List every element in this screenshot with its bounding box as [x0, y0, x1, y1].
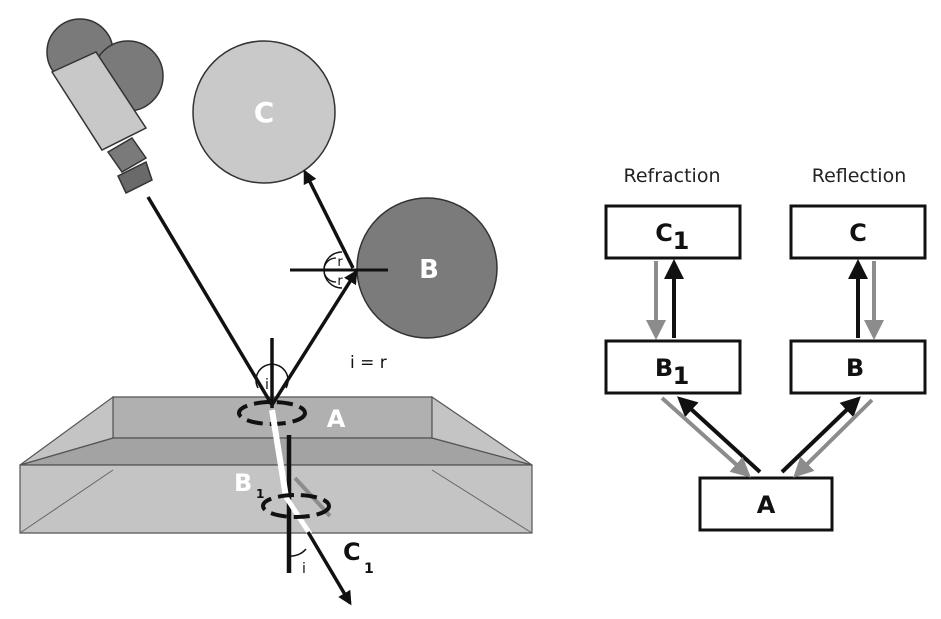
- flow-diagram: [606, 165, 925, 530]
- exit-ray-c1-label: C: [343, 538, 361, 566]
- arrow-a-to-b1: [680, 399, 760, 472]
- surface-point-a-label: A: [326, 405, 346, 433]
- ball-c: [193, 41, 335, 183]
- box-c-label: C: [849, 219, 867, 247]
- angle-i-bottom: i: [302, 561, 306, 577]
- incident-ray: [148, 197, 272, 405]
- reflection-heading: Reflection: [811, 165, 907, 187]
- exit-ray-c1-sub: 1: [364, 561, 374, 577]
- ball-b: [357, 198, 497, 338]
- box-a: [700, 478, 832, 530]
- arrow-b1-to-a: [662, 398, 748, 475]
- box-c1-sub: 1: [672, 227, 690, 255]
- ball-b-label: B: [419, 255, 439, 285]
- arrow-b-to-a: [796, 400, 872, 475]
- box-b1: [606, 341, 740, 393]
- box-b-label: B: [845, 354, 865, 382]
- refract-point-b1-sub: 1: [256, 487, 265, 501]
- camera-icon: [47, 19, 163, 193]
- box-c1: [606, 206, 740, 258]
- refract-point-b1-label: B: [234, 469, 253, 497]
- angle-i-top: i: [265, 377, 269, 393]
- box-a-label: A: [756, 491, 776, 519]
- tank-front-face: [20, 465, 532, 533]
- box-b1-label: B: [654, 354, 674, 382]
- equation-label: i = r: [350, 353, 387, 373]
- scene-illustration: [20, 19, 532, 603]
- angle-arc-i-bottom: [289, 549, 306, 556]
- box-c: [791, 206, 925, 258]
- angle-r-top: r: [337, 255, 343, 270]
- angle-r-bottom: r: [337, 274, 343, 289]
- refraction-heading: Refraction: [623, 165, 721, 187]
- arrow-a-to-b: [782, 399, 858, 472]
- box-b: [791, 341, 925, 393]
- box-c1-label: C: [655, 219, 673, 247]
- box-b1-sub: 1: [672, 362, 690, 390]
- ball-c-label: C: [253, 96, 275, 129]
- reflected-ray: [272, 272, 356, 405]
- scatter-ray-to-c: [305, 172, 353, 268]
